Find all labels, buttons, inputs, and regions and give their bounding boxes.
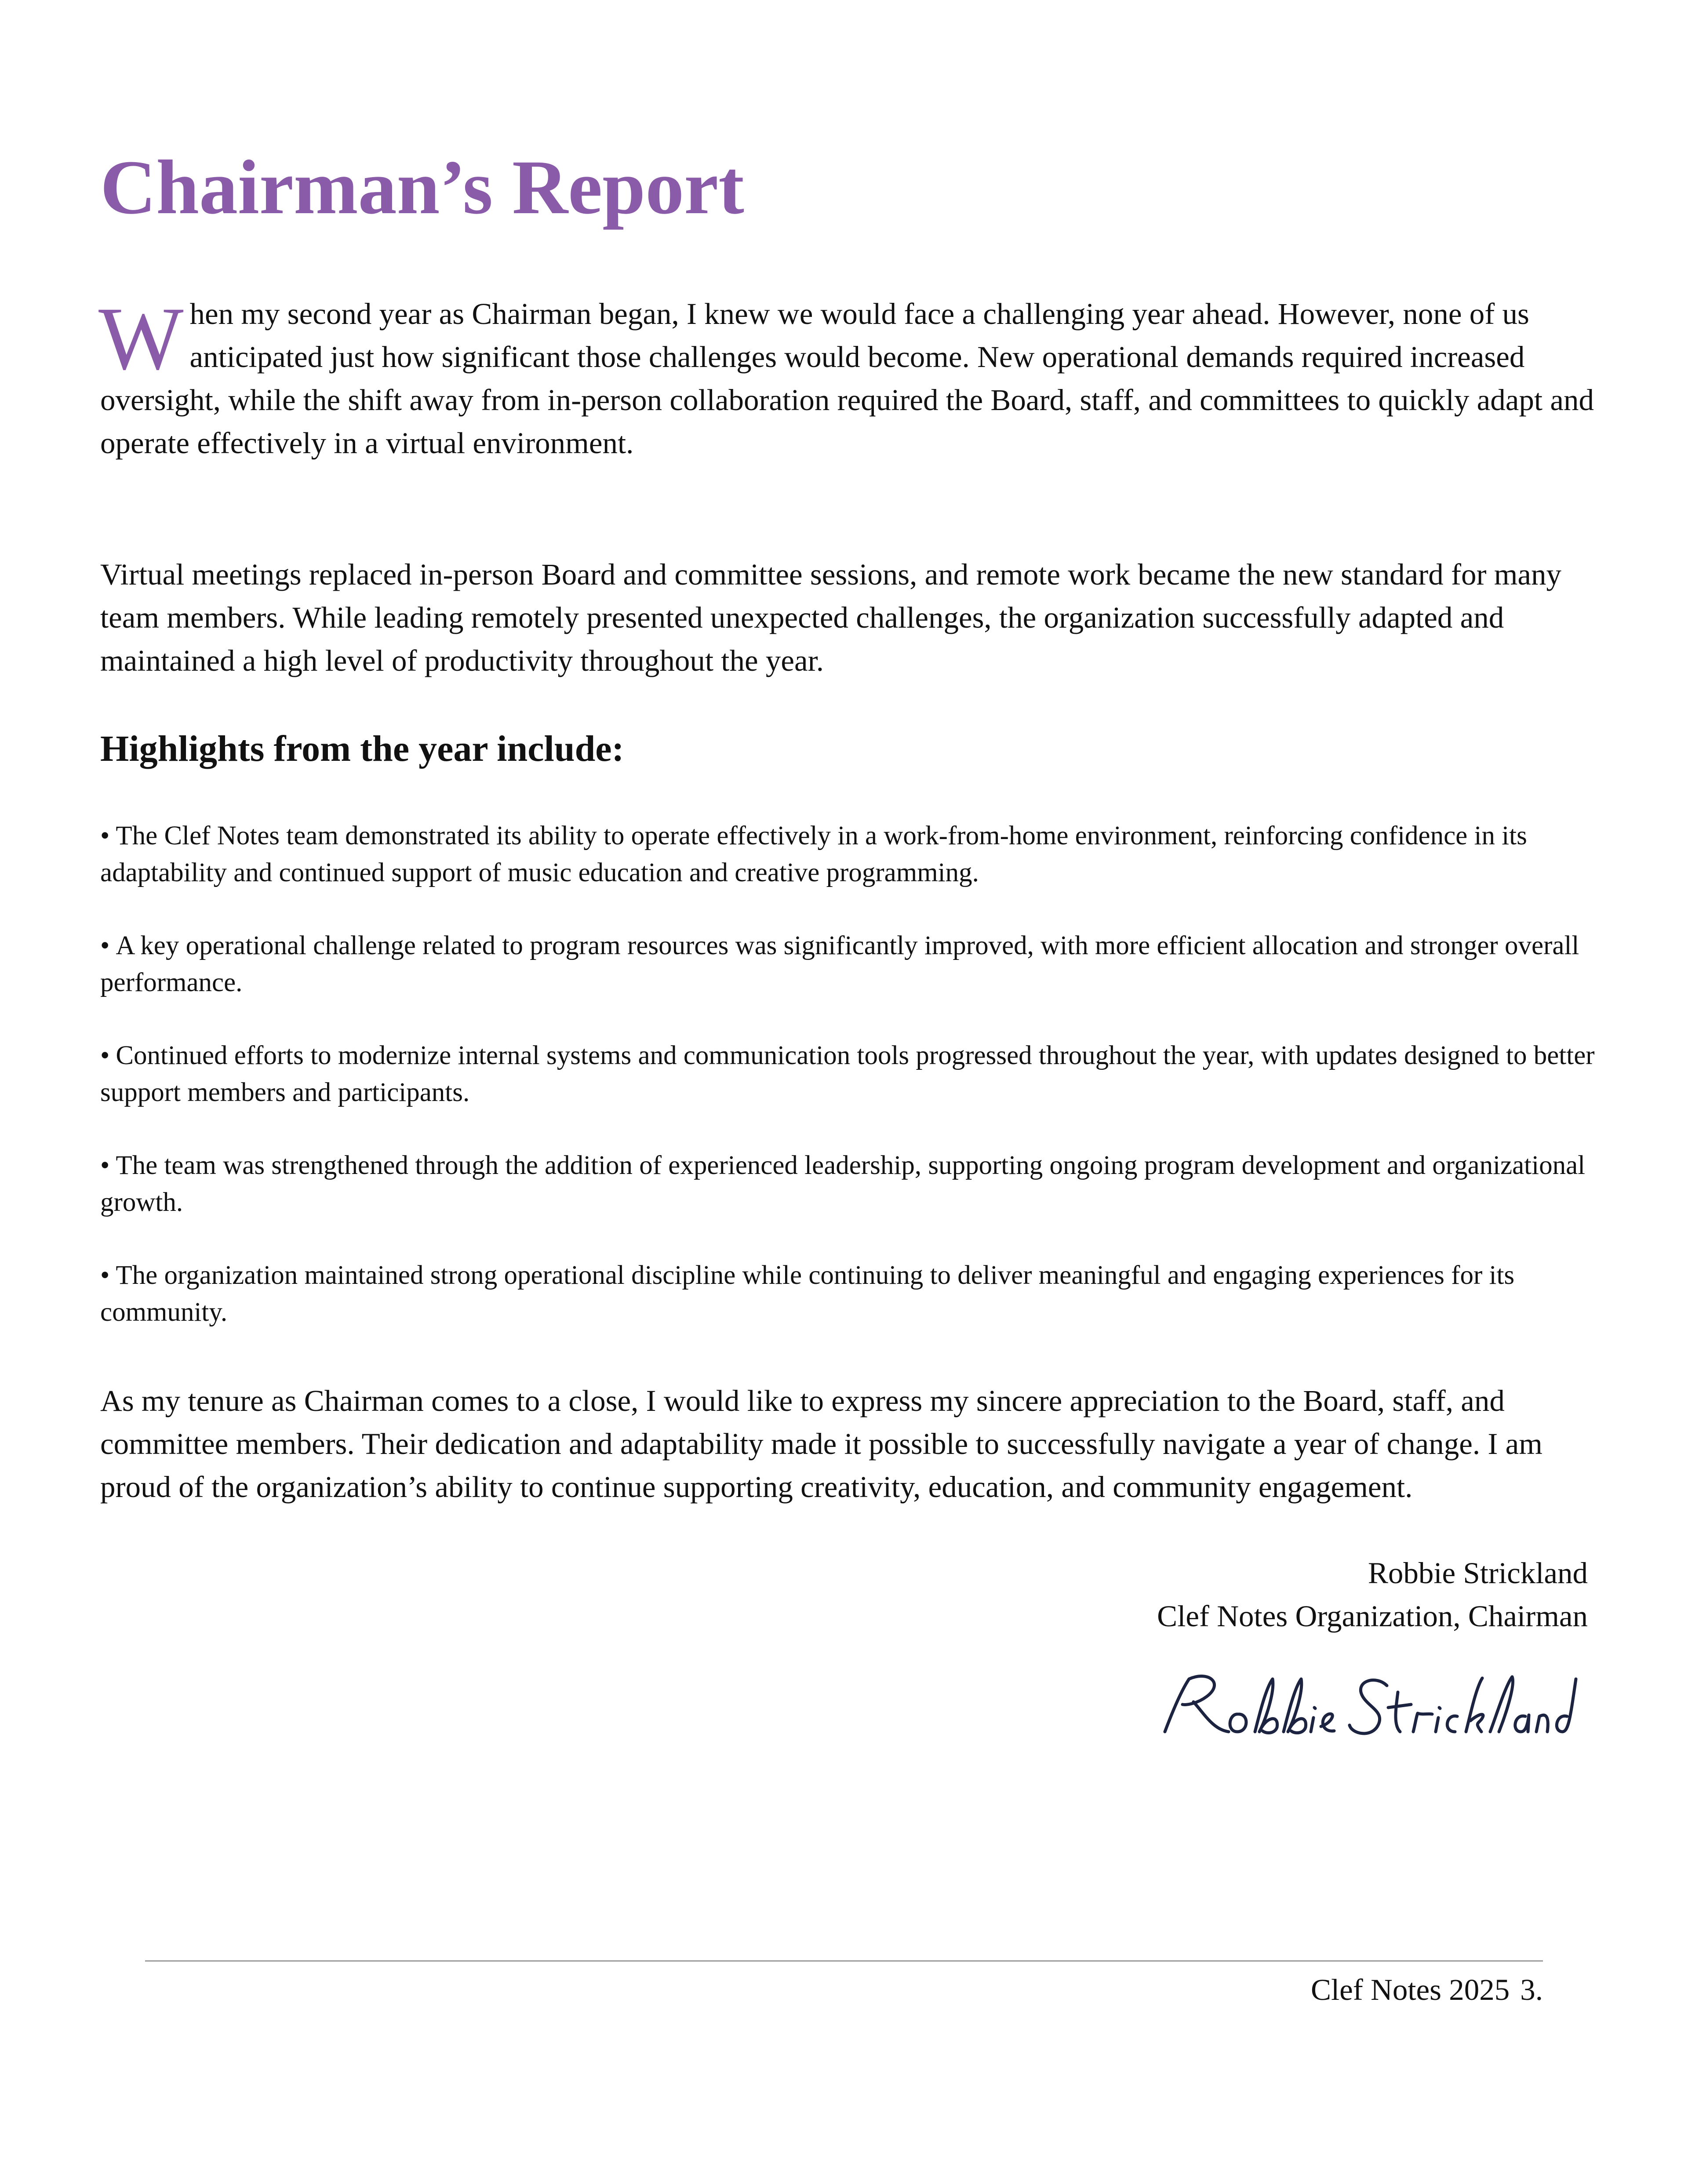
bullet-icon: •	[100, 1261, 110, 1290]
list-item	[100, 1257, 1612, 1331]
signer-role: Clef Notes Organization, Chairman	[1157, 1599, 1588, 1633]
closing-paragraph: As my tenure as Chairman comes to a close, I would like to express my sincere appreciation to the Board, staff, and committee members. Their dedication and adaptability made it possible to successfully navigate a year of change. I am proud of the organization’s ability to continue supporting creativity, education, and community engagement.	[100, 1384, 1542, 1504]
remote-work-paragraph: Virtual meetings replaced in-person Board and committee sessions, and remote work became the new standard for many team members. While leading remotely presented unexpected challenges, the organization successfully adapted and maintained a high level of productivity throughout the year.	[100, 558, 1562, 677]
list-item	[100, 818, 1612, 891]
list-item	[100, 927, 1612, 1001]
bullet-icon: •	[100, 1151, 110, 1180]
list-item-text: The Clef Notes team demonstrated its ability to operate effectively in a work-from-home environment, reinforcing confidence in its adaptability and continued support of music education and creative programming.	[100, 821, 1527, 887]
intro-paragraph	[98, 289, 1604, 465]
highlights-heading: Highlights from the year include:	[100, 728, 624, 769]
page-footer	[1311, 1968, 1543, 2011]
handwritten-signature	[1147, 1666, 1578, 1749]
drop-cap: W	[98, 289, 184, 389]
list-item-text: The team was strengthened through the addition of experienced leadership, supporting ongoing program development and organizational growth.	[100, 1151, 1586, 1217]
list-item-text: A key operational challenge related to program resources was significantly improved, with more efficient allocation and stronger overall performance.	[100, 931, 1579, 997]
signoff-block	[1157, 1552, 1588, 1638]
signer-name: Robbie Strickland	[1368, 1556, 1588, 1590]
footer-publication: Clef Notes 2025	[1310, 1973, 1510, 2006]
intro-text: hen my second year as Chairman began, I knew we would face a challenging year ahead. However, none of us anticipated just how significant those challenges would become. New operational demands required increased oversight, while the shift away from in-person collaboration required the Board, staff, and committees to quickly adapt and operate effectively in a virtual environment.	[100, 297, 1594, 460]
highlights-list	[100, 818, 1612, 1367]
bullet-icon: •	[100, 931, 110, 960]
footer-divider	[145, 1960, 1543, 1962]
bullet-icon: •	[100, 821, 110, 850]
list-item	[100, 1037, 1612, 1111]
list-item-text: The organization maintained strong operational discipline while continuing to deliver meaningful and engaging experiences for its community.	[100, 1261, 1515, 1327]
list-item	[100, 1147, 1612, 1221]
bullet-icon: •	[100, 1041, 110, 1070]
footer-page-number: 3.	[1520, 1973, 1543, 2006]
page-title: Chairman’s Report	[100, 145, 744, 230]
list-item-text: Continued efforts to modernize internal systems and communication tools progressed throughout the year, with updates designed to better support members and participants.	[100, 1041, 1595, 1107]
